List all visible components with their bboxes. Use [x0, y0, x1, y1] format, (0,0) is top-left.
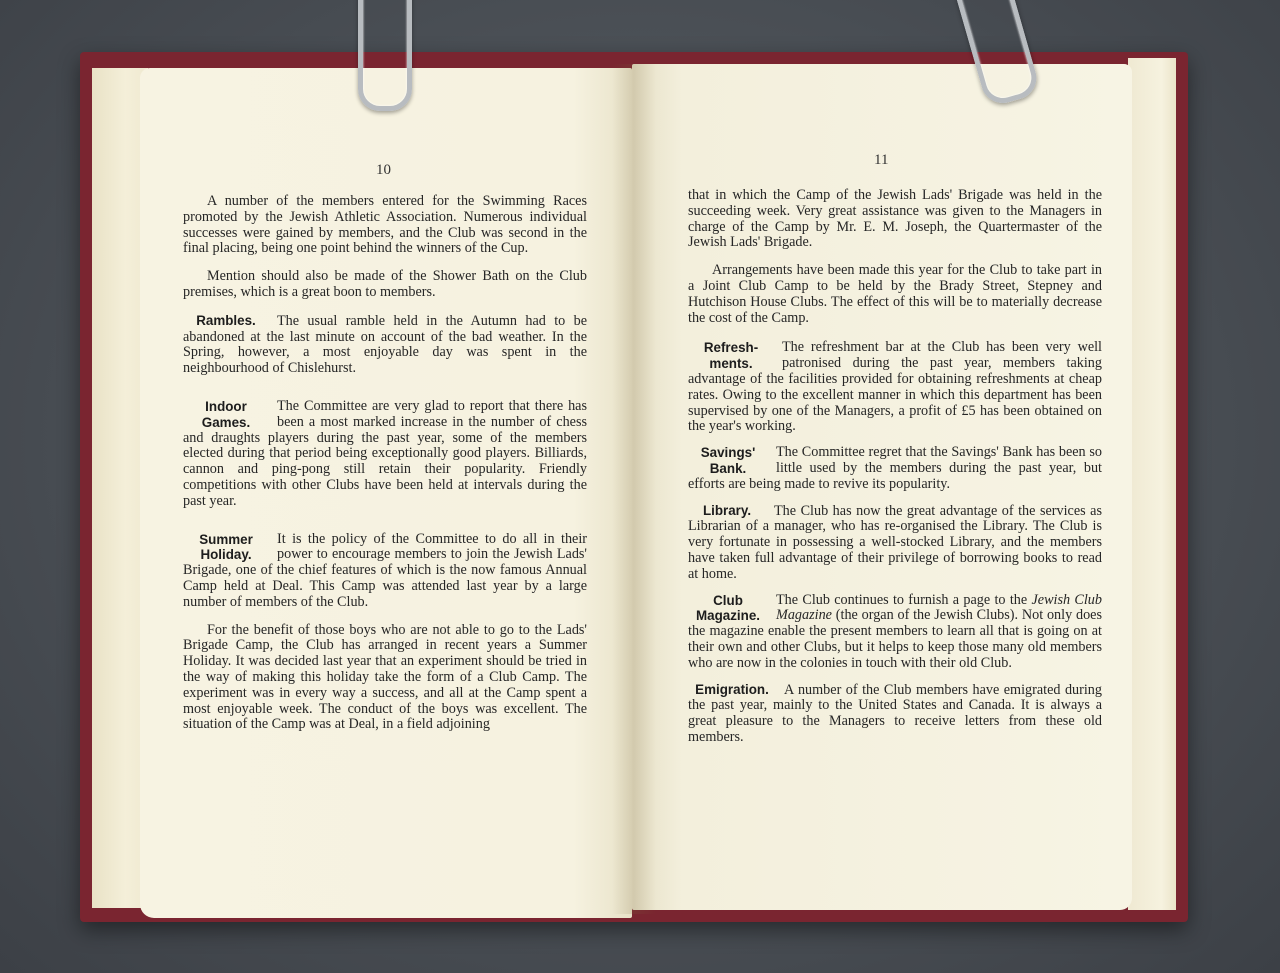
- paragraph: For the benefit of those boys who are not able to go to the Lads' Brigade Camp, the Club has arranged in recent years a Summer Holiday. It was decided last year that an experiment should be tried in the way of making this holiday take the form of a Club Camp. The experiment was in every way a success, and all at the Camp spent a most enjoyable week. The conduct of the boys was excellent. The situation of the Camp was at Deal, in a field adjoining: [183, 621, 587, 733]
- page-number: 11: [874, 152, 889, 168]
- section-text: A number of the Club members have emigrated during the past year, mainly to the United States and Canada. It is always a great pleasure to the Managers to receive letters from these old members.: [688, 681, 1102, 745]
- right-page-body: [688, 188, 1102, 746]
- magazine-title: Jewish Club Magazine: [776, 591, 1102, 624]
- section-text: The Club has now the great advantage of the services as Librarian of a manager, who has re-organised the Library. The Club is very fortunate in possessing a well-stocked Library, and the members have taken full advantage of their privilege of borrowing books to read at home.: [688, 502, 1102, 582]
- section-text: (the organ of the Jewish Clubs). Not only does the magazine enable the present members to learn all that is going on at their own and other Clubs, but it helps to keep those many old members who are now in the colonies in touch with their old Club.: [688, 607, 1102, 671]
- section-text: The Club continues to furnish a page to the: [776, 591, 1032, 608]
- section-heading: [688, 340, 782, 372]
- section-rambles: [183, 313, 587, 377]
- section-text: The Committee are very glad to report that there has been a most marked increase in the number of chess and draughts players during the past year, some of the members elected during that period being exceptionally good players. Billiards, cannon and ping-pong still retain their popularity. Friendly competitions with other Clubs have been held at intervals during the past year.: [183, 397, 587, 509]
- paragraph: that in which the Camp of the Jewish Lads' Brigade was held in the succeeding week. Very great assistance was given to the Managers in charge of the Camp by Mr. E. M. Joseph, the Quartermaster of the Jewish Lads' Brigade.: [688, 187, 1102, 251]
- section-heading: [183, 532, 277, 564]
- heading-line: Summer: [199, 531, 253, 547]
- section-heading: Rambles.: [196, 312, 256, 328]
- paragraph: A number of the members entered for the Swimming Races promoted by the Jewish Athletic Association. Numerous individual successes were gained by members, and the Club was second in the final placing, being one point behind the winners of the Cup.: [183, 193, 587, 257]
- section-savings-bank: [688, 445, 1102, 492]
- paragraph: Mention should also be made of the Shower Bath on the Club premises, which is a great boon to members.: [183, 268, 587, 300]
- page-number: 10: [376, 162, 391, 178]
- section-refreshments: [688, 340, 1102, 435]
- heading-line: Refresh-: [703, 340, 759, 356]
- section-summer-holiday: [183, 532, 587, 611]
- left-page: [140, 68, 632, 918]
- section-text: It is the policy of the Committee to do all in their power to encourage members to join the Jewish Lads' Brigade, one of the chief features of which is the now famous Annual Camp held at Deal. This Camp was attended last year by a large number of members of the Club.: [183, 530, 587, 610]
- section-heading: Emigration.: [695, 681, 769, 697]
- section-text: The usual ramble held in the Autumn had to be abandoned at the last minute on account of the bad weather. In the Spring, however, a most enjoyable day was spent in the neighbourhood of Chislehurst.: [183, 312, 587, 377]
- heading-line: Holiday.: [200, 547, 252, 563]
- heading-line: ments.: [709, 356, 753, 372]
- paragraph: Arrangements have been made this year for the Club to take part in a Joint Club Camp to be held by the Brady Street, Stepney and Hutchison House Clubs. The effect of this will be to materially decrease the cost of the Camp.: [688, 262, 1102, 326]
- section-heading: [688, 593, 776, 625]
- section-text: The Committee regret that the Savings' Bank has been so little used by the members during the past year, but efforts are being made to revive its popularity.: [688, 444, 1102, 492]
- section-emigration: [688, 682, 1102, 746]
- section-heading: [688, 445, 776, 477]
- spine-shadow: [612, 64, 656, 914]
- heading-line: Club: [713, 592, 743, 608]
- section-text: The refreshment bar at the Club has been very well patronised during the past year, members taking advantage of the facilities provided for obtaining refreshments at cheap rates. Owing to the excellent manner in which this department has been supervised by one of the Managers, a profit of £5 has been obtained on the year's working.: [688, 339, 1102, 435]
- section-indoor-games: [183, 399, 587, 510]
- heading-line: Magazine.: [696, 608, 760, 624]
- section-heading: [183, 399, 277, 431]
- paper-clip-icon: [358, 0, 412, 111]
- heading-line: Bank.: [709, 460, 747, 476]
- left-page-body: [183, 194, 587, 745]
- page-edges-right: [1128, 58, 1176, 910]
- section-library: [688, 503, 1102, 583]
- right-page: [632, 64, 1132, 910]
- heading-line: Indoor: [205, 398, 247, 414]
- heading-line: Savings': [700, 445, 756, 461]
- section-heading: Library.: [702, 502, 752, 518]
- section-club-magazine: [688, 593, 1102, 672]
- heading-line: Games.: [201, 414, 251, 430]
